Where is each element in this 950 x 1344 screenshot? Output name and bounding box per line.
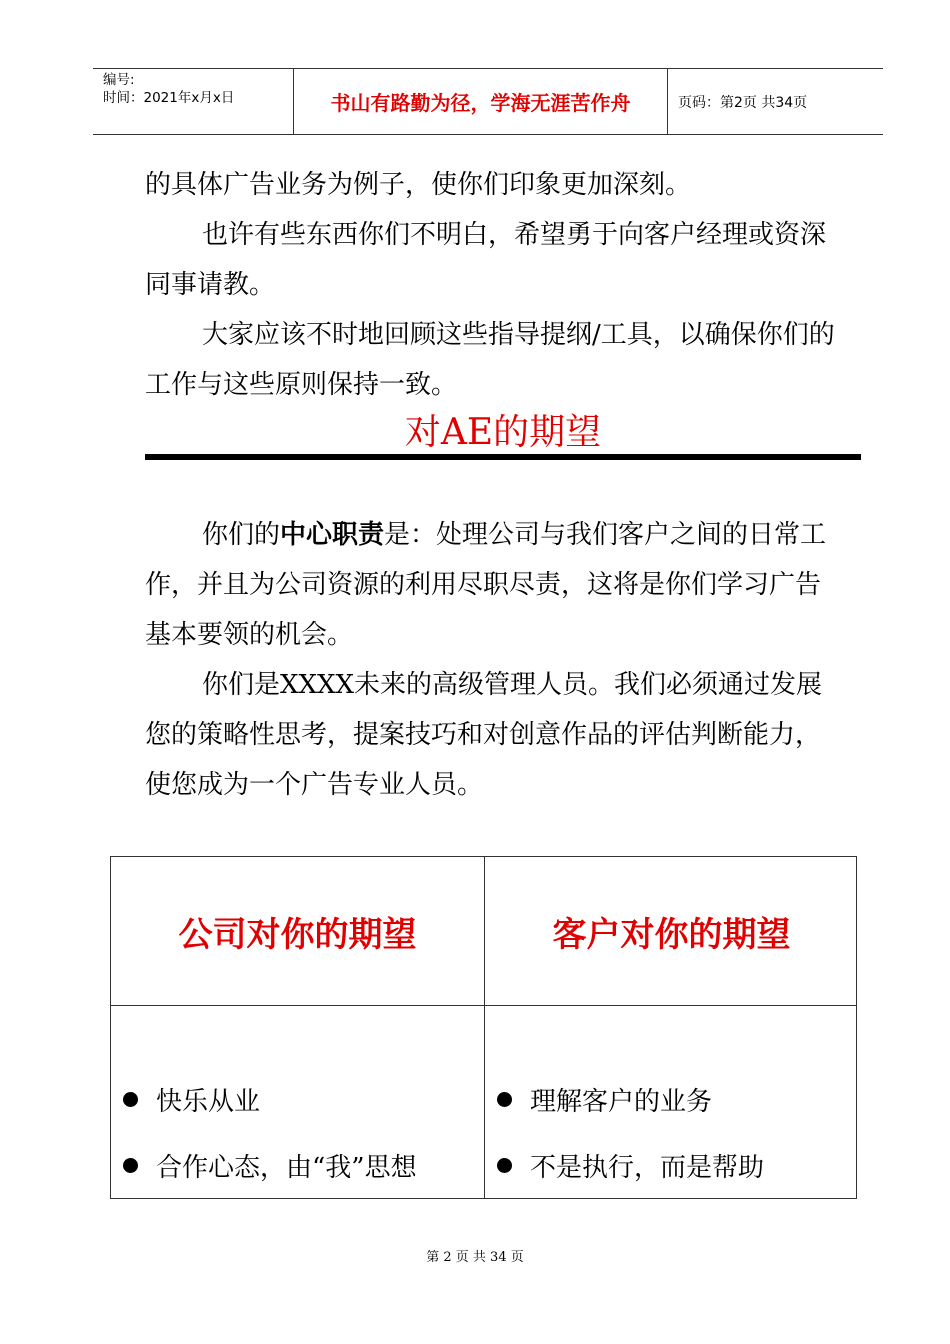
bullet-icon: [497, 1158, 512, 1173]
list-item: [123, 1081, 260, 1118]
list-item-label: 合作心态，由“我”思想: [156, 1153, 417, 1183]
company-expectations-heading: 公司对你的期望: [178, 914, 417, 955]
responsibility-paragraph: [145, 510, 845, 660]
page-header: [93, 68, 883, 135]
list-item: [497, 1081, 712, 1118]
future-paragraph: 你们是XXXX未来的高级管理人员。我们必须通过发展您的策略性思考，提案技巧和对创意作品的评估判断能力，使您成为一个广告专业人员。: [145, 670, 823, 800]
section-title: 对AE的期望: [404, 412, 602, 453]
header-number-label: 编号:: [103, 72, 135, 88]
bullet-icon: [123, 1158, 138, 1173]
client-expectations-heading: 客户对你的期望: [552, 914, 791, 955]
responsibility-emphasis: 中心职责: [280, 520, 385, 550]
list-item-label: 理解客户的业务: [530, 1087, 713, 1117]
section-divider: [145, 454, 861, 460]
header-page-info: 页码：第2页 共34页: [678, 94, 808, 111]
expectations-table: [110, 856, 857, 1199]
intro-paragraph-2: 也许有些东西你们不明白，希望勇于向客户经理或资深同事请教。: [145, 220, 827, 300]
list-item: [123, 1147, 417, 1184]
list-item: [497, 1147, 764, 1184]
intro-paragraph-3: 大家应该不时地回顾这些指导提纲/工具，以确保你们的工作与这些原则保持一致。: [145, 320, 835, 400]
bullet-icon: [497, 1092, 512, 1107]
list-item-label: 不是执行，而是帮助: [530, 1153, 765, 1183]
intro-paragraph-1: 的具体广告业务为例子，使你们印象更加深刻。: [145, 170, 692, 200]
header-motto: 书山有路勤为径，学海无涯苦作舟: [294, 69, 668, 134]
bullet-icon: [123, 1092, 138, 1107]
responsibility-text-end: 是：处理公司与我们客户之间的日常工作，并且为公司资源的利用尽职尽责，这将是你们学习广告基本要领的机会。: [145, 520, 827, 650]
list-item-label: 快乐从业: [156, 1087, 261, 1117]
table-row-divider: [111, 1005, 856, 1006]
page-footer: 第 2 页 共 34 页: [426, 1250, 524, 1265]
header-meta: [93, 69, 294, 134]
header-date: 时间：2021年x月x日: [103, 90, 235, 106]
responsibility-text-start: 你们的: [202, 520, 281, 550]
